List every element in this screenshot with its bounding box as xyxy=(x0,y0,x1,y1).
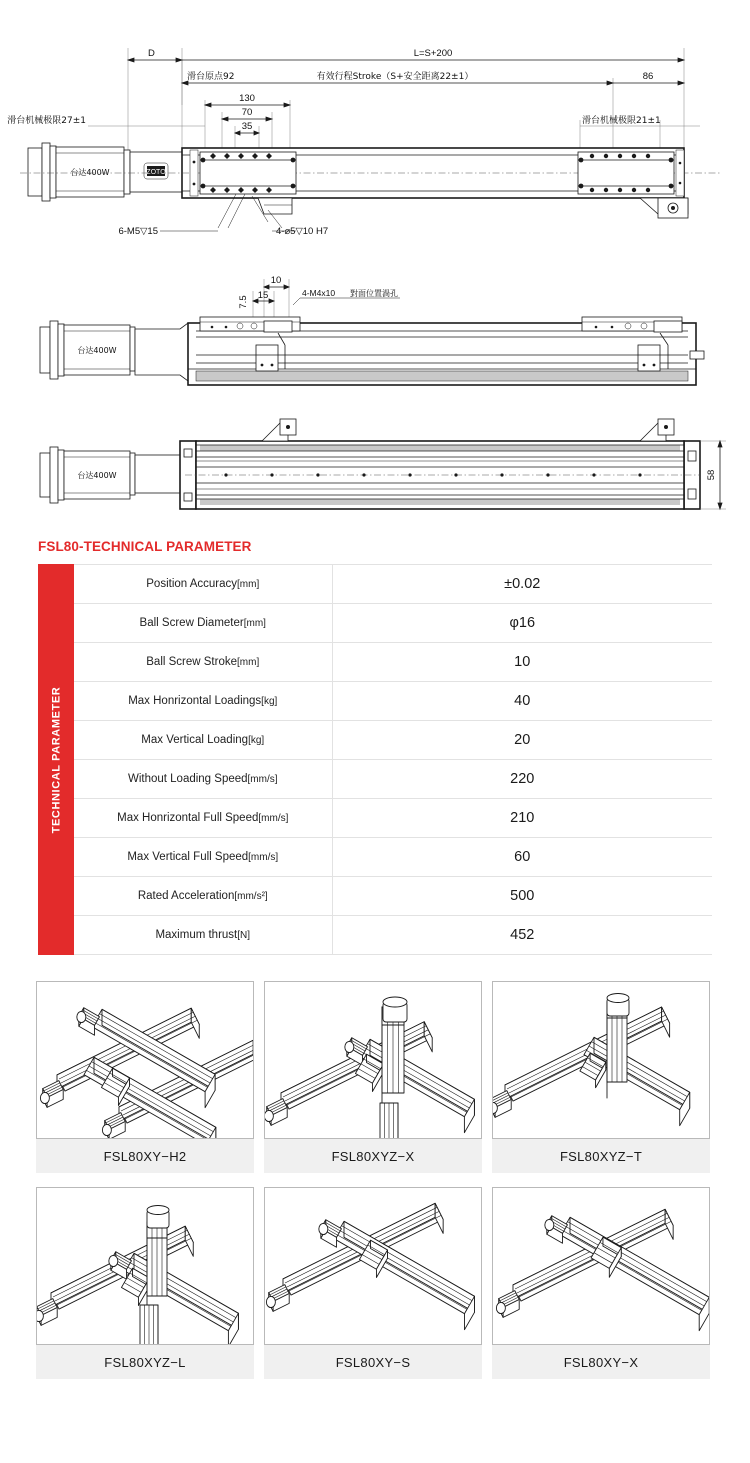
label-effective-stroke: 有效行程Stroke（S+安全距离22±1） xyxy=(316,72,474,82)
product-gallery xyxy=(36,981,716,1379)
product-caption: FSL80XYZ−X xyxy=(264,1139,482,1173)
spec-param-name xyxy=(74,565,332,604)
gallery-item[interactable] xyxy=(36,1187,254,1379)
drawing-top-view xyxy=(0,0,750,265)
carriage-left xyxy=(190,150,296,196)
spec-param-label: Ball Screw Stroke xyxy=(146,656,238,668)
spec-side-label: TECHNICAL PARAMETER xyxy=(50,686,63,833)
callout-4-hole: 4-⌀5▽10 H7 xyxy=(276,226,329,237)
sensor-block-left xyxy=(258,198,292,214)
label-slider-origin: 滑台原点92 xyxy=(187,72,235,82)
top-plate-left xyxy=(200,317,300,332)
callout-4-m4: 4-M4x10 xyxy=(302,288,336,298)
dim-7-5: 7.5 xyxy=(238,295,249,309)
spec-param-unit: [mm] xyxy=(243,618,266,629)
spec-param-unit: [mm/s²] xyxy=(234,891,268,902)
spec-side-banner xyxy=(38,564,74,955)
spec-param-label: Max Vertical Full Speed xyxy=(127,851,249,863)
spec-param-name xyxy=(74,682,332,721)
dim-35: 35 xyxy=(241,121,253,132)
carriage-right xyxy=(578,150,684,196)
gallery-item[interactable] xyxy=(264,1187,482,1379)
spec-row xyxy=(74,838,712,877)
spec-section-title: FSL80-TECHNICAL PARAMETER xyxy=(38,539,252,554)
label-limit-right: 滑台机械极限21±1 xyxy=(582,116,661,126)
spec-param-unit: [mm/s] xyxy=(248,852,279,863)
spec-row xyxy=(74,877,712,916)
spec-row xyxy=(74,604,712,643)
dim-10: 10 xyxy=(270,275,282,286)
motor-assembly xyxy=(28,143,182,201)
dim-86: 86 xyxy=(642,71,654,82)
spec-param-name xyxy=(74,838,332,877)
gallery-item[interactable] xyxy=(492,981,710,1173)
spec-param-value: ±0.02 xyxy=(332,565,712,604)
spec-param-name xyxy=(74,604,332,643)
spec-row xyxy=(74,916,712,955)
spec-param-unit: [mm] xyxy=(237,657,260,668)
spec-param-label: Max Honrizontal Loadings xyxy=(128,695,262,707)
spec-param-unit: [mm/s] xyxy=(247,774,278,785)
gallery-item[interactable] xyxy=(264,981,482,1173)
dim-70: 70 xyxy=(241,107,253,118)
dim-total-length: L=S+200 xyxy=(413,48,453,59)
spec-param-label: Maximum thrust xyxy=(155,929,238,941)
spec-param-name xyxy=(74,643,332,682)
callout-6-m5: 6-M5▽15 xyxy=(118,226,158,237)
spec-row xyxy=(74,682,712,721)
rail-front-profile xyxy=(184,441,700,509)
spec-param-name xyxy=(74,721,332,760)
product-illustration xyxy=(36,1187,254,1345)
spec-param-unit: [kg] xyxy=(248,735,265,746)
drawing-side-view xyxy=(0,265,750,405)
product-caption: FSL80XYZ−T xyxy=(492,1139,710,1173)
spec-row xyxy=(74,799,712,838)
spec-param-label: Rated Acceleration xyxy=(137,890,235,902)
spec-param-value: 210 xyxy=(332,799,712,838)
callout-opposite-holes: 對面位置渦孔 xyxy=(350,289,398,298)
product-illustration xyxy=(492,981,710,1139)
dim-58: 58 xyxy=(706,469,717,481)
spec-param-label: Max Honrizontal Full Speed xyxy=(117,812,259,824)
spec-row xyxy=(74,643,712,682)
motor-assembly-side xyxy=(40,321,188,381)
spec-param-unit: [mm] xyxy=(237,579,260,590)
spec-param-name xyxy=(74,916,332,955)
spec-param-value: 20 xyxy=(332,721,712,760)
spec-param-value: 220 xyxy=(332,760,712,799)
drawing-front-view xyxy=(0,405,750,525)
spec-param-value: 40 xyxy=(332,682,712,721)
spec-row xyxy=(74,565,712,604)
spec-param-name xyxy=(74,760,332,799)
spec-param-value: 452 xyxy=(332,916,712,955)
spec-row xyxy=(74,760,712,799)
gallery-item[interactable] xyxy=(36,981,254,1173)
motor-label-top: 台达400W xyxy=(70,168,110,177)
spec-table xyxy=(74,564,712,955)
spec-param-label: Ball Screw Diameter xyxy=(139,617,244,629)
product-illustration xyxy=(264,981,482,1139)
dim-15: 15 xyxy=(257,290,269,301)
spec-param-name xyxy=(74,877,332,916)
spec-param-unit: [mm/s] xyxy=(258,813,289,824)
motor-assembly-front xyxy=(40,447,180,503)
dim-130: 130 xyxy=(239,93,255,104)
brand-label: ZOTO xyxy=(146,169,166,176)
product-caption: FSL80XY−X xyxy=(492,1345,710,1379)
spec-param-name xyxy=(74,799,332,838)
gallery-item[interactable] xyxy=(492,1187,710,1379)
label-limit-left: 滑台机械极限27±1 xyxy=(7,116,86,126)
product-illustration xyxy=(264,1187,482,1345)
dim-d: D xyxy=(148,48,155,59)
spec-param-label: Position Accuracy xyxy=(146,578,238,590)
product-illustration xyxy=(492,1187,710,1345)
product-caption: FSL80XY−H2 xyxy=(36,1139,254,1173)
spec-param-value: 500 xyxy=(332,877,712,916)
motor-label-side: 台达400W xyxy=(77,346,117,355)
product-caption: FSL80XY−S xyxy=(264,1345,482,1379)
spec-row xyxy=(74,721,712,760)
top-plate-right xyxy=(582,317,682,332)
motor-label-front: 台达400W xyxy=(77,471,117,480)
product-caption: FSL80XYZ−L xyxy=(36,1345,254,1379)
mount-bracket-left xyxy=(262,419,296,441)
product-illustration xyxy=(36,981,254,1139)
spec-param-label: Without Loading Speed xyxy=(127,773,248,785)
spec-param-value: 60 xyxy=(332,838,712,877)
spec-param-label: Max Vertical Loading xyxy=(141,734,249,746)
spec-param-value: φ16 xyxy=(332,604,712,643)
spec-param-value: 10 xyxy=(332,643,712,682)
connector-block-right xyxy=(640,198,688,218)
spec-param-unit: [N] xyxy=(237,930,251,941)
spec-table-wrapper xyxy=(38,564,712,955)
mount-bracket-right xyxy=(640,419,674,441)
spec-param-unit: [kg] xyxy=(261,696,278,707)
